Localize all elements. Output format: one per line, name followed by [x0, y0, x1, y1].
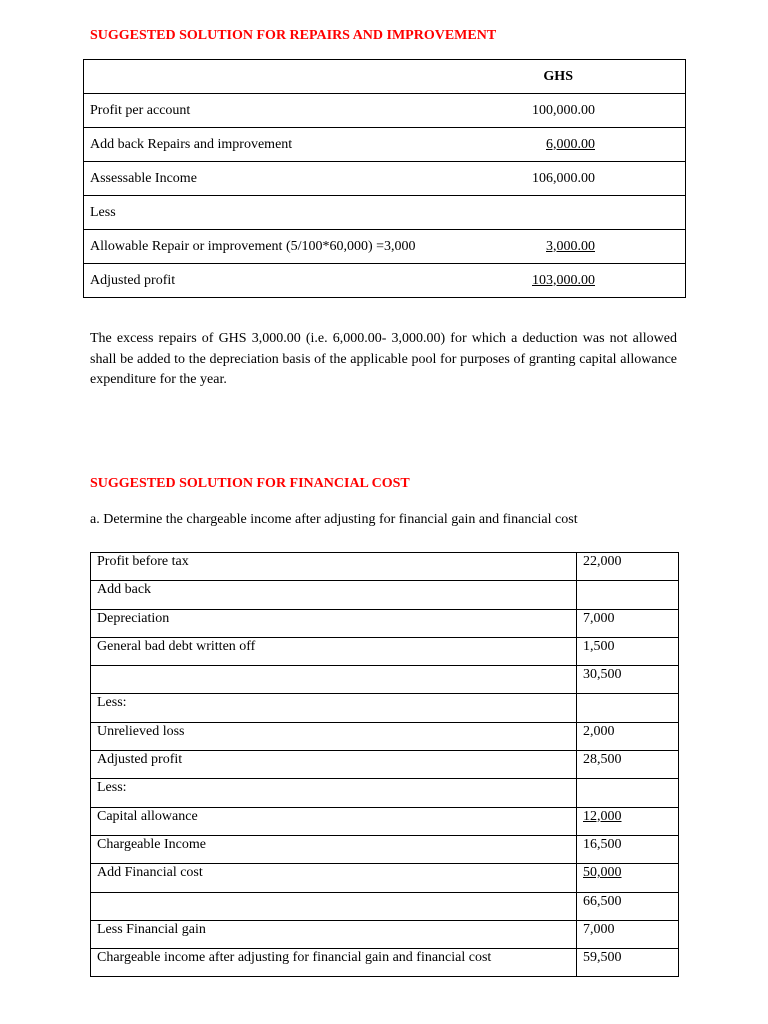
row-amount: 28,500 — [583, 752, 622, 768]
table-row — [91, 609, 679, 637]
row-label: Add back Repairs and improvement — [84, 128, 493, 162]
row-amount: 16,500 — [583, 836, 622, 852]
row-label: Chargeable income after adjusting for financial gain and financial cost — [91, 949, 577, 977]
row-label: Capital allowance — [91, 807, 577, 835]
table-row — [84, 128, 686, 162]
row-amount: 106,000.00 — [493, 162, 686, 196]
row-amount: 12,000 — [583, 808, 622, 824]
table-row — [91, 694, 679, 722]
currency-header: GHS — [84, 60, 686, 94]
row-label: Less: — [91, 694, 577, 722]
table-row — [91, 722, 679, 750]
table-row — [91, 949, 679, 977]
table-row — [91, 751, 679, 779]
table-row — [84, 162, 686, 196]
row-label — [91, 666, 577, 694]
table-row — [91, 892, 679, 920]
row-amount: 50,000 — [583, 865, 622, 881]
row-label: Add back — [91, 581, 577, 609]
row-label: Adjusted profit — [91, 751, 577, 779]
row-amount: 103,000.00 — [532, 272, 595, 288]
table-row — [84, 196, 686, 230]
row-label: Assessable Income — [84, 162, 493, 196]
row-label: Unrelieved loss — [91, 722, 577, 750]
table-row — [91, 779, 679, 807]
row-amount: 6,000.00 — [546, 136, 595, 152]
row-label: Allowable Repair or improvement (5/100*60,000) =3,000 — [84, 230, 493, 264]
row-label: Profit per account — [84, 94, 493, 128]
excess-repairs-note: The excess repairs of GHS 3,000.00 (i.e. 6,000.00- 3,000.00) for which a deduction was not allowed shall be added to the depreciation basis of the applicable pool for purposes of granting capital allowance expenditure for the year. — [90, 331, 677, 387]
table-row — [91, 920, 679, 948]
row-label: General bad debt written off — [91, 637, 577, 665]
row-amount: 1,500 — [583, 638, 615, 654]
table-row — [91, 553, 679, 581]
row-amount: 22,000 — [583, 554, 622, 569]
row-label: Chargeable Income — [91, 835, 577, 863]
row-amount: 7,000 — [583, 610, 615, 626]
section1-heading: SUGGESTED SOLUTION FOR REPAIRS AND IMPROVEMENT — [90, 28, 497, 43]
row-amount — [493, 196, 686, 230]
row-label: Add Financial cost — [91, 864, 577, 892]
table-row — [91, 637, 679, 665]
table-row — [91, 807, 679, 835]
table-row — [91, 835, 679, 863]
question-text: a. Determine the chargeable income after adjusting for financial gain and financial cost — [90, 512, 578, 527]
row-label: Depreciation — [91, 609, 577, 637]
row-label — [91, 892, 577, 920]
table-row — [84, 264, 686, 298]
row-amount: 7,000 — [583, 921, 615, 937]
row-amount: 100,000.00 — [493, 94, 686, 128]
row-label: Profit before tax — [91, 553, 577, 581]
row-label: Less — [84, 196, 493, 230]
row-label: Adjusted profit — [84, 264, 493, 298]
row-amount: 59,500 — [583, 950, 622, 966]
repairs-table — [83, 59, 686, 298]
financial-cost-table — [90, 552, 679, 977]
table-row — [91, 864, 679, 892]
section2-heading: SUGGESTED SOLUTION FOR FINANCIAL COST — [90, 476, 410, 491]
row-amount: 3,000.00 — [546, 238, 595, 254]
table-row — [91, 666, 679, 694]
row-label: Less: — [91, 779, 577, 807]
table-row — [84, 230, 686, 264]
table-header-row — [84, 60, 686, 94]
table-row — [91, 581, 679, 609]
row-amount: 66,500 — [583, 893, 622, 909]
table-row — [84, 94, 686, 128]
row-label: Less Financial gain — [91, 920, 577, 948]
row-amount: 2,000 — [583, 723, 615, 739]
row-amount: 30,500 — [583, 667, 622, 683]
